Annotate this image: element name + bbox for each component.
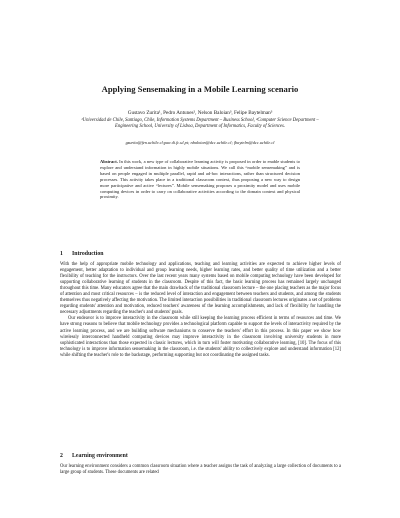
author-emails: gzurita@fen.uchile.cl;paa di.fc.ul.pt; nbaloian@dcc.uchile.cl; fbaytelm@dcc.uchile.cl bbox=[125, 140, 275, 145]
section-title: Learning environment bbox=[72, 453, 128, 459]
section-heading-introduction bbox=[60, 251, 103, 258]
abstract-text: In this work, a new type of collaborative learning activity is proposed in order to enable students to explore and understand information in highly mobile situations. We call this “mobile sensemaking” and is based on people engaged in multiple parallel, rapid and ad-hoc interactions, rather than structured decision processes. This activity takes place in a traditional classroom context, thus proposing a new way to design more participative and active “lectures”. Mobile sensemaking proposes a proximity model and uses mobile computing devices in order to carry on collaborative activities according to the domain context and physical proximity. bbox=[100, 159, 300, 200]
section-heading-learning-environment bbox=[60, 453, 128, 460]
affiliations: ¹Universidad de Chile, Santiago, Chile, Information Systems Department – Business School, ²Computer Science Department – Engineering School, University of Lisboa, Department of Informatics, Faculty of Sciences. bbox=[81, 118, 319, 130]
author-list: Gustavo Zurita¹, Pedro Antunes², Nelson Baloian³, Felipe Baytelman³ bbox=[127, 110, 273, 116]
section-body-introduction bbox=[60, 262, 341, 359]
section-number: 2 bbox=[60, 453, 63, 459]
section-number: 1 bbox=[60, 251, 63, 257]
paper-title: Applying Sensemaking in a Mobile Learning scenario bbox=[101, 84, 299, 94]
section-body-learning-environment bbox=[60, 464, 341, 476]
paragraph: With the help of appropriate mobile technology and applications, teaching and learning activities are expected to achieve higher levels of engagement, better adaptation to individual and group learning needs, higher learning rates, and better quality of time utilization and a better flexibility of teaching for the instructors. Over the last recent years many systems based on mobile computing technology have been developed for supporting collaborative learning of students in the classroom. Despite of this fact, the basic learning process has remained largely unchanged throughout this time. Many educators agree that the main drawback of the traditional classroom lecture – the one placing teachers as the major focus of attention and most critical resources – is the reduced level of interaction and engagement between teachers and students, and among the students themselves thus negatively affecting the motivation. The limited interaction possibilities in traditional classroom lectures originates a set of problems regarding students' attention and motivation, reduced teachers' awareness of the learning accomplishments, and lack of flexibility for handling the necessary adjustments regarding the teacher's and students' goals. bbox=[60, 262, 341, 316]
abstract bbox=[100, 159, 300, 200]
abstract-label: Abstract. bbox=[100, 159, 118, 164]
section-title: Introduction bbox=[72, 251, 104, 257]
paragraph: Our endeavor is to improve interactivity in the classroom while still keeping the learning process efficient in terms of resources and time. We have strong reasons to believe that mobile technology provides a technological platform capable to support the levels of interactivity required by the active learning process, and we are building software mechanisms to conserve the teachers' effort in this process. In this paper we show how wirelessly interconnected handheld computing devices may improve interactivity in the classroom involving university students in more sophisticated interactions than those expected in classic lectures, which in turn will foster motivating collaborative learning, [10]. The focus of this technology is to improve information sensemaking in the classroom, i.e. the students' ability to collectively explore and understand information [12] while shifting the teacher's role to the backstage, performing supporting but not coordinating the assigned tasks. bbox=[60, 316, 341, 358]
paragraph: Our learning environment considers a common classroom situation where a teacher assigns the task of analyzing a large collection of documents to a large group of students. These documents are related bbox=[60, 464, 341, 476]
